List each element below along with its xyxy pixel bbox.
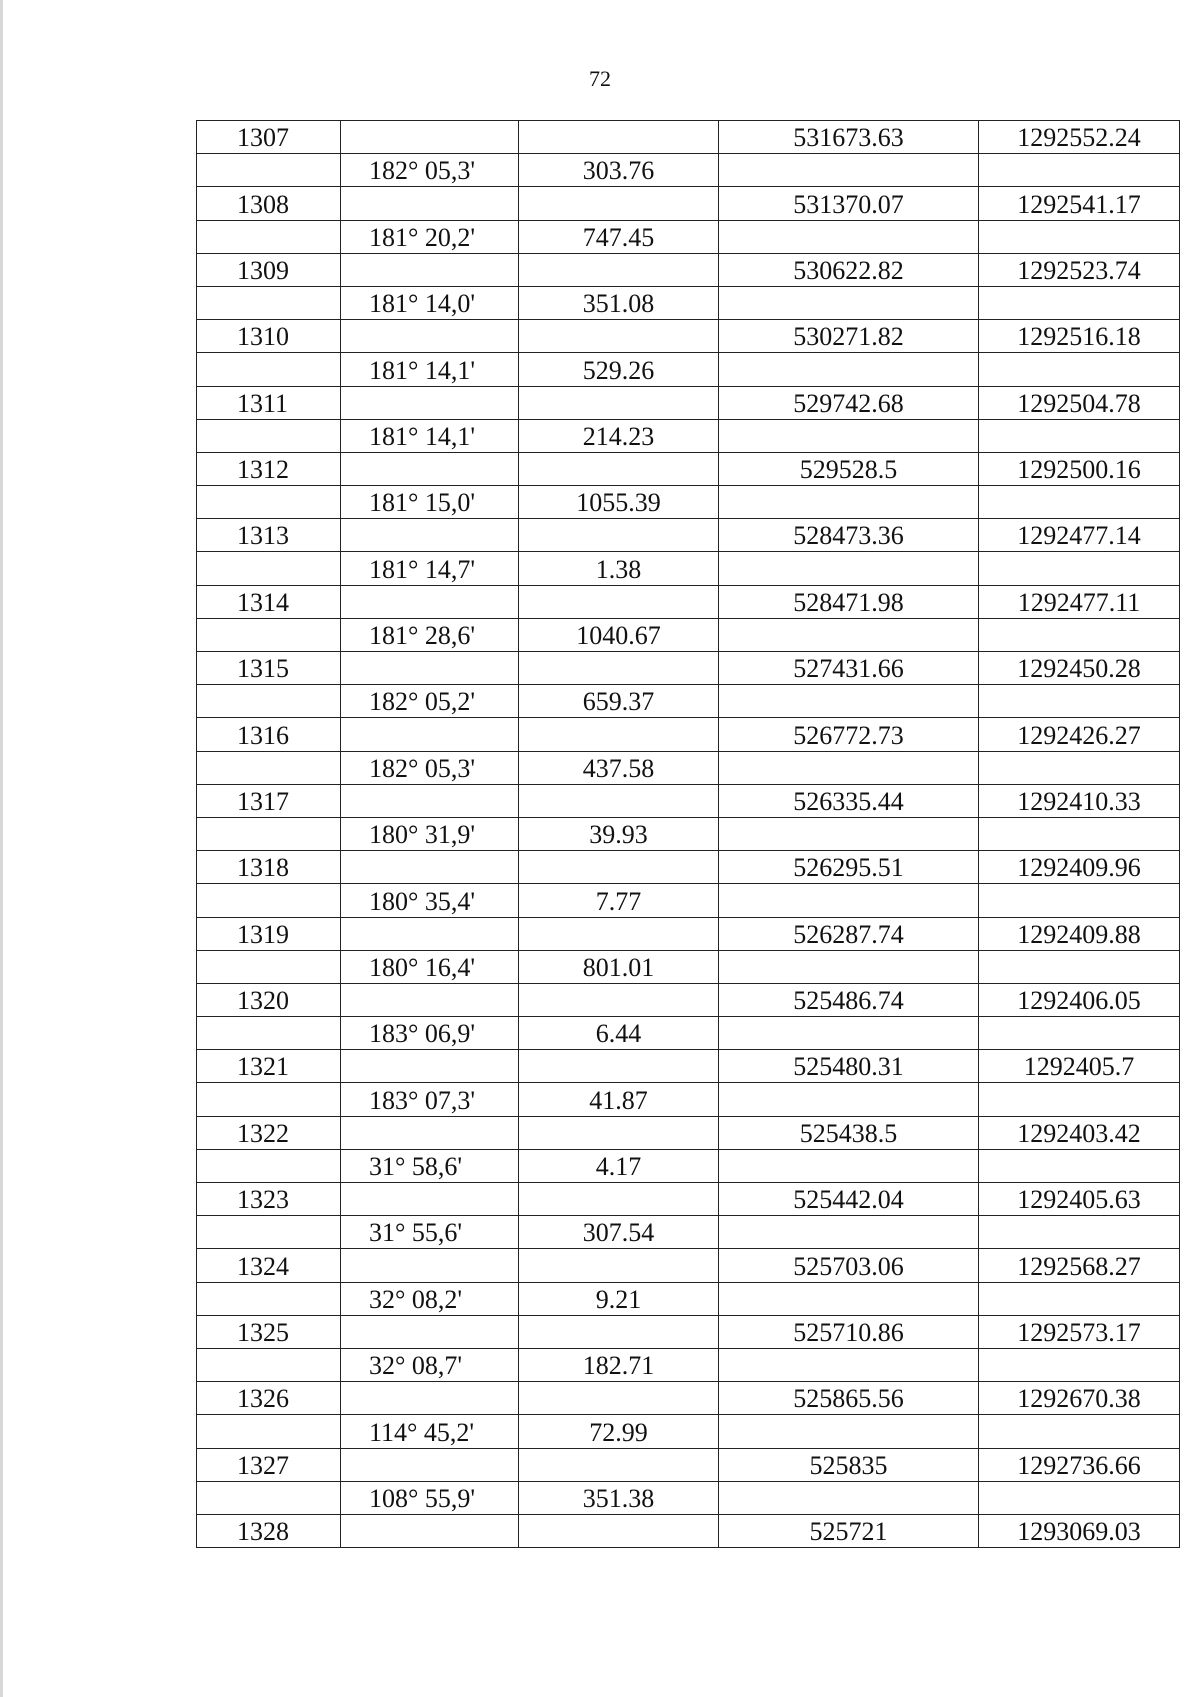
y-coordinate-cell: 1292500.16 <box>979 452 1180 485</box>
point-number-cell: 1316 <box>197 718 341 751</box>
table-row <box>197 519 1180 552</box>
distance-cell: 39.93 <box>519 817 719 850</box>
point-number-cell <box>197 1348 341 1381</box>
distance-cell <box>519 1116 719 1149</box>
table-row <box>197 884 1180 917</box>
table-row <box>197 1149 1180 1182</box>
y-coordinate-cell: 1292516.18 <box>979 320 1180 353</box>
x-coordinate-cell: 525703.06 <box>719 1249 979 1282</box>
table-row <box>197 1481 1180 1514</box>
distance-cell <box>519 519 719 552</box>
direction-angle-cell <box>341 784 519 817</box>
y-coordinate-cell <box>979 486 1180 519</box>
point-number-cell <box>197 1017 341 1050</box>
direction-angle-cell <box>341 1050 519 1083</box>
page-number: 72 <box>589 66 611 91</box>
y-coordinate-cell: 1292504.78 <box>979 386 1180 419</box>
direction-angle-cell <box>341 253 519 286</box>
point-number-cell: 1317 <box>197 784 341 817</box>
y-coordinate-cell <box>979 286 1180 319</box>
x-coordinate-cell <box>719 419 979 452</box>
y-coordinate-cell: 1292405.7 <box>979 1050 1180 1083</box>
distance-cell <box>519 1183 719 1216</box>
y-coordinate-cell <box>979 817 1180 850</box>
distance-cell: 7.77 <box>519 884 719 917</box>
x-coordinate-cell: 525710.86 <box>719 1315 979 1348</box>
x-coordinate-cell: 526295.51 <box>719 851 979 884</box>
point-number-cell: 1328 <box>197 1514 341 1547</box>
direction-angle-cell <box>341 652 519 685</box>
direction-angle-cell <box>341 983 519 1016</box>
y-coordinate-cell: 1292568.27 <box>979 1249 1180 1282</box>
point-number-cell <box>197 751 341 784</box>
distance-cell: 1.38 <box>519 552 719 585</box>
x-coordinate-cell <box>719 1083 979 1116</box>
direction-angle-cell: 182° 05,3' <box>341 751 519 784</box>
table-row <box>197 386 1180 419</box>
x-coordinate-cell: 525865.56 <box>719 1382 979 1415</box>
point-number-cell <box>197 1282 341 1315</box>
direction-angle-cell <box>341 1315 519 1348</box>
y-coordinate-cell: 1292573.17 <box>979 1315 1180 1348</box>
distance-cell: 659.37 <box>519 685 719 718</box>
y-coordinate-cell: 1292552.24 <box>979 121 1180 154</box>
y-coordinate-cell <box>979 1282 1180 1315</box>
x-coordinate-cell: 525438.5 <box>719 1116 979 1149</box>
direction-angle-cell: 181° 14,1' <box>341 419 519 452</box>
point-number-cell <box>197 1216 341 1249</box>
x-coordinate-cell: 526287.74 <box>719 917 979 950</box>
distance-cell: 437.58 <box>519 751 719 784</box>
x-coordinate-cell <box>719 685 979 718</box>
point-number-cell: 1323 <box>197 1183 341 1216</box>
x-coordinate-cell: 530271.82 <box>719 320 979 353</box>
table-row <box>197 1315 1180 1348</box>
coordinates-table-body <box>197 121 1180 1548</box>
direction-angle-cell: 181° 14,7' <box>341 552 519 585</box>
point-number-cell <box>197 286 341 319</box>
direction-angle-cell <box>341 1514 519 1547</box>
distance-cell <box>519 253 719 286</box>
table-row <box>197 552 1180 585</box>
point-number-cell <box>197 353 341 386</box>
direction-angle-cell <box>341 121 519 154</box>
point-number-cell: 1307 <box>197 121 341 154</box>
direction-angle-cell <box>341 585 519 618</box>
x-coordinate-cell <box>719 1149 979 1182</box>
direction-angle-cell <box>341 519 519 552</box>
table-row <box>197 320 1180 353</box>
point-number-cell: 1322 <box>197 1116 341 1149</box>
y-coordinate-cell <box>979 419 1180 452</box>
y-coordinate-cell: 1292477.14 <box>979 519 1180 552</box>
x-coordinate-cell <box>719 154 979 187</box>
direction-angle-cell: 182° 05,3' <box>341 154 519 187</box>
point-number-cell: 1327 <box>197 1448 341 1481</box>
point-number-cell: 1325 <box>197 1315 341 1348</box>
x-coordinate-cell: 526772.73 <box>719 718 979 751</box>
distance-cell: 72.99 <box>519 1415 719 1448</box>
direction-angle-cell: 181° 14,0' <box>341 286 519 319</box>
table-row <box>197 1050 1180 1083</box>
direction-angle-cell <box>341 1382 519 1415</box>
distance-cell <box>519 585 719 618</box>
table-row <box>197 751 1180 784</box>
x-coordinate-cell: 529528.5 <box>719 452 979 485</box>
y-coordinate-cell <box>979 1017 1180 1050</box>
x-coordinate-cell: 525721 <box>719 1514 979 1547</box>
point-number-cell: 1308 <box>197 187 341 220</box>
table-row <box>197 187 1180 220</box>
x-coordinate-cell: 525480.31 <box>719 1050 979 1083</box>
y-coordinate-cell <box>979 220 1180 253</box>
direction-angle-cell <box>341 1116 519 1149</box>
point-number-cell <box>197 1083 341 1116</box>
x-coordinate-cell <box>719 486 979 519</box>
point-number-cell <box>197 419 341 452</box>
table-row <box>197 817 1180 850</box>
x-coordinate-cell: 528473.36 <box>719 519 979 552</box>
y-coordinate-cell: 1292541.17 <box>979 187 1180 220</box>
x-coordinate-cell <box>719 1282 979 1315</box>
point-number-cell: 1318 <box>197 851 341 884</box>
table-row <box>197 253 1180 286</box>
x-coordinate-cell <box>719 1415 979 1448</box>
y-coordinate-cell <box>979 552 1180 585</box>
x-coordinate-cell <box>719 1017 979 1050</box>
direction-angle-cell: 114° 45,2' <box>341 1415 519 1448</box>
point-number-cell <box>197 950 341 983</box>
y-coordinate-cell <box>979 685 1180 718</box>
table-row <box>197 950 1180 983</box>
y-coordinate-cell: 1292405.63 <box>979 1183 1180 1216</box>
table-row <box>197 220 1180 253</box>
table-row <box>197 1448 1180 1481</box>
table-row <box>197 685 1180 718</box>
point-number-cell: 1320 <box>197 983 341 1016</box>
distance-cell <box>519 1050 719 1083</box>
distance-cell: 41.87 <box>519 1083 719 1116</box>
y-coordinate-cell <box>979 950 1180 983</box>
x-coordinate-cell: 530622.82 <box>719 253 979 286</box>
table-row <box>197 452 1180 485</box>
direction-angle-cell <box>341 386 519 419</box>
table-row <box>197 917 1180 950</box>
table-row <box>197 1083 1180 1116</box>
x-coordinate-cell: 529742.68 <box>719 386 979 419</box>
point-number-cell: 1321 <box>197 1050 341 1083</box>
x-coordinate-cell: 527431.66 <box>719 652 979 685</box>
direction-angle-cell: 108° 55,9' <box>341 1481 519 1514</box>
y-coordinate-cell: 1292409.96 <box>979 851 1180 884</box>
table-row <box>197 718 1180 751</box>
x-coordinate-cell <box>719 552 979 585</box>
scan-edge <box>0 0 3 1697</box>
direction-angle-cell: 32° 08,7' <box>341 1348 519 1381</box>
distance-cell: 303.76 <box>519 154 719 187</box>
distance-cell <box>519 187 719 220</box>
y-coordinate-cell <box>979 1149 1180 1182</box>
x-coordinate-cell <box>719 751 979 784</box>
y-coordinate-cell: 1292523.74 <box>979 253 1180 286</box>
y-coordinate-cell <box>979 154 1180 187</box>
distance-cell <box>519 1448 719 1481</box>
point-number-cell <box>197 1415 341 1448</box>
distance-cell: 9.21 <box>519 1282 719 1315</box>
distance-cell: 214.23 <box>519 419 719 452</box>
table-row <box>197 1249 1180 1282</box>
direction-angle-cell: 180° 16,4' <box>341 950 519 983</box>
table-row <box>197 784 1180 817</box>
y-coordinate-cell: 1293069.03 <box>979 1514 1180 1547</box>
point-number-cell: 1324 <box>197 1249 341 1282</box>
direction-angle-cell: 181° 14,1' <box>341 353 519 386</box>
point-number-cell <box>197 884 341 917</box>
y-coordinate-cell: 1292477.11 <box>979 585 1180 618</box>
table-row <box>197 1382 1180 1415</box>
y-coordinate-cell <box>979 1216 1180 1249</box>
y-coordinate-cell <box>979 618 1180 651</box>
distance-cell <box>519 983 719 1016</box>
y-coordinate-cell <box>979 353 1180 386</box>
distance-cell <box>519 1315 719 1348</box>
distance-cell <box>519 320 719 353</box>
y-coordinate-cell <box>979 1481 1180 1514</box>
table-row <box>197 353 1180 386</box>
x-coordinate-cell: 528471.98 <box>719 585 979 618</box>
distance-cell <box>519 652 719 685</box>
direction-angle-cell <box>341 1249 519 1282</box>
direction-angle-cell: 182° 05,2' <box>341 685 519 718</box>
x-coordinate-cell <box>719 1216 979 1249</box>
y-coordinate-cell: 1292406.05 <box>979 983 1180 1016</box>
x-coordinate-cell: 525442.04 <box>719 1183 979 1216</box>
table-row <box>197 1216 1180 1249</box>
y-coordinate-cell: 1292736.66 <box>979 1448 1180 1481</box>
table-row <box>197 1116 1180 1149</box>
distance-cell: 6.44 <box>519 1017 719 1050</box>
x-coordinate-cell <box>719 1481 979 1514</box>
direction-angle-cell <box>341 1448 519 1481</box>
point-number-cell: 1312 <box>197 452 341 485</box>
x-coordinate-cell <box>719 220 979 253</box>
table-row <box>197 121 1180 154</box>
distance-cell <box>519 851 719 884</box>
direction-angle-cell: 181° 15,0' <box>341 486 519 519</box>
y-coordinate-cell: 1292450.28 <box>979 652 1180 685</box>
point-number-cell: 1319 <box>197 917 341 950</box>
distance-cell: 529.26 <box>519 353 719 386</box>
point-number-cell <box>197 618 341 651</box>
point-number-cell <box>197 1149 341 1182</box>
distance-cell <box>519 1514 719 1547</box>
distance-cell: 307.54 <box>519 1216 719 1249</box>
direction-angle-cell: 180° 35,4' <box>341 884 519 917</box>
distance-cell: 1055.39 <box>519 486 719 519</box>
direction-angle-cell <box>341 187 519 220</box>
distance-cell <box>519 1249 719 1282</box>
table-row <box>197 585 1180 618</box>
point-number-cell <box>197 1481 341 1514</box>
direction-angle-cell: 183° 07,3' <box>341 1083 519 1116</box>
distance-cell <box>519 917 719 950</box>
distance-cell <box>519 718 719 751</box>
y-coordinate-cell: 1292403.42 <box>979 1116 1180 1149</box>
point-number-cell <box>197 817 341 850</box>
direction-angle-cell <box>341 320 519 353</box>
direction-angle-cell: 31° 55,6' <box>341 1216 519 1249</box>
point-number-cell <box>197 154 341 187</box>
y-coordinate-cell <box>979 1348 1180 1381</box>
x-coordinate-cell <box>719 817 979 850</box>
table-row <box>197 419 1180 452</box>
direction-angle-cell: 31° 58,6' <box>341 1149 519 1182</box>
y-coordinate-cell <box>979 1083 1180 1116</box>
direction-angle-cell <box>341 452 519 485</box>
distance-cell: 351.38 <box>519 1481 719 1514</box>
point-number-cell: 1315 <box>197 652 341 685</box>
distance-cell: 4.17 <box>519 1149 719 1182</box>
distance-cell <box>519 452 719 485</box>
point-number-cell: 1310 <box>197 320 341 353</box>
point-number-cell: 1314 <box>197 585 341 618</box>
point-number-cell: 1311 <box>197 386 341 419</box>
x-coordinate-cell: 525486.74 <box>719 983 979 1016</box>
y-coordinate-cell <box>979 1415 1180 1448</box>
x-coordinate-cell: 526335.44 <box>719 784 979 817</box>
direction-angle-cell <box>341 851 519 884</box>
y-coordinate-cell: 1292670.38 <box>979 1382 1180 1415</box>
point-number-cell <box>197 552 341 585</box>
x-coordinate-cell <box>719 884 979 917</box>
y-coordinate-cell <box>979 751 1180 784</box>
distance-cell: 351.08 <box>519 286 719 319</box>
direction-angle-cell <box>341 1183 519 1216</box>
distance-cell <box>519 386 719 419</box>
x-coordinate-cell <box>719 353 979 386</box>
x-coordinate-cell <box>719 618 979 651</box>
direction-angle-cell: 181° 20,2' <box>341 220 519 253</box>
point-number-cell: 1309 <box>197 253 341 286</box>
coordinates-table <box>196 120 1180 1548</box>
table-row <box>197 1183 1180 1216</box>
distance-cell <box>519 784 719 817</box>
x-coordinate-cell <box>719 1348 979 1381</box>
y-coordinate-cell: 1292410.33 <box>979 784 1180 817</box>
table-row <box>197 618 1180 651</box>
x-coordinate-cell <box>719 286 979 319</box>
point-number-cell: 1313 <box>197 519 341 552</box>
distance-cell: 1040.67 <box>519 618 719 651</box>
table-row <box>197 154 1180 187</box>
distance-cell: 182.71 <box>519 1348 719 1381</box>
point-number-cell <box>197 486 341 519</box>
x-coordinate-cell: 531673.63 <box>719 121 979 154</box>
table-row <box>197 851 1180 884</box>
x-coordinate-cell: 531370.07 <box>719 187 979 220</box>
direction-angle-cell <box>341 718 519 751</box>
table-row <box>197 983 1180 1016</box>
y-coordinate-cell: 1292426.27 <box>979 718 1180 751</box>
distance-cell: 801.01 <box>519 950 719 983</box>
y-coordinate-cell <box>979 884 1180 917</box>
table-row <box>197 1415 1180 1448</box>
table-row <box>197 486 1180 519</box>
direction-angle-cell <box>341 917 519 950</box>
table-row <box>197 286 1180 319</box>
direction-angle-cell: 183° 06,9' <box>341 1017 519 1050</box>
point-number-cell <box>197 685 341 718</box>
point-number-cell: 1326 <box>197 1382 341 1415</box>
distance-cell <box>519 1382 719 1415</box>
distance-cell <box>519 121 719 154</box>
direction-angle-cell: 32° 08,2' <box>341 1282 519 1315</box>
x-coordinate-cell: 525835 <box>719 1448 979 1481</box>
table-row <box>197 1348 1180 1381</box>
table-row <box>197 1514 1180 1547</box>
point-number-cell <box>197 220 341 253</box>
table-row <box>197 1282 1180 1315</box>
direction-angle-cell: 180° 31,9' <box>341 817 519 850</box>
y-coordinate-cell: 1292409.88 <box>979 917 1180 950</box>
table-row <box>197 652 1180 685</box>
x-coordinate-cell <box>719 950 979 983</box>
table-row <box>197 1017 1180 1050</box>
distance-cell: 747.45 <box>519 220 719 253</box>
direction-angle-cell: 181° 28,6' <box>341 618 519 651</box>
